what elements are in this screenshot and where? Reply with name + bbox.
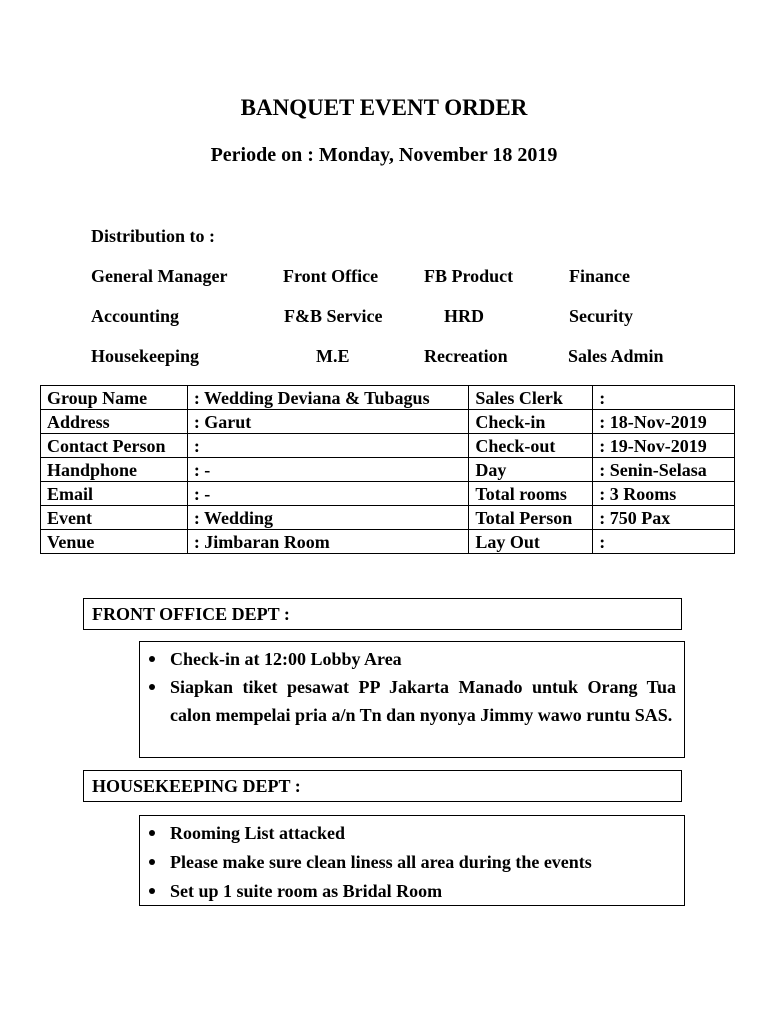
distribution-item: HRD [444,306,484,326]
distribution-item: Front Office [283,266,379,286]
table-row [41,506,735,530]
list-item: Check-in at 12:00 Lobby Area [170,645,676,673]
distribution-row [0,305,768,327]
table-row [41,386,735,410]
distribution-item: Finance [569,266,630,286]
table-row [41,458,735,482]
distribution-item: Sales Admin [568,346,664,366]
housekeeping-instructions [139,815,685,906]
distribution-row [0,345,768,367]
distribution-item: FB Product [424,266,514,286]
field-value: : [187,434,469,458]
field-label: Address [41,410,188,434]
field-value: : - [187,482,469,506]
field-value: : 750 Pax [593,506,735,530]
distribution-item: Security [569,306,633,326]
field-label: Check-out [469,434,593,458]
field-label: Email [41,482,188,506]
field-label: Day [469,458,593,482]
field-label: Lay Out [469,530,593,554]
field-value: : [593,530,735,554]
distribution-item: Recreation [424,346,508,366]
distribution-item: General Manager [91,266,228,286]
field-label: Venue [41,530,188,554]
field-label: Group Name [41,386,188,410]
event-info-table [40,385,735,554]
field-value: : Wedding Deviana & Tubagus [187,386,469,410]
housekeeping-heading: HOUSEKEEPING DEPT : [83,770,682,802]
field-value: : [593,386,735,410]
field-label: Check-in [469,410,593,434]
field-label: Sales Clerk [469,386,593,410]
field-label: Handphone [41,458,188,482]
field-value: : Wedding [187,506,469,530]
distribution-item: Housekeeping [91,346,200,366]
list-item: Rooming List attacked [170,819,676,848]
front-office-heading: FRONT OFFICE DEPT : [83,598,682,630]
field-value: : Jimbaran Room [187,530,469,554]
field-value: : Senin-Selasa [593,458,735,482]
distribution-item: M.E [316,346,350,366]
document-title: BANQUET EVENT ORDER [240,95,528,120]
list-item: Set up 1 suite room as Bridal Room [170,877,676,906]
field-value: : 19-Nov-2019 [593,434,735,458]
front-office-instructions [139,641,685,758]
field-label: Total Person [469,506,593,530]
field-value: : Garut [187,410,469,434]
field-label: Total rooms [469,482,593,506]
list-item: Siapkan tiket pesawat PP Jakarta Manado untuk Orang Tua calon mempelai pria a/n Tn dan nyonya Jimmy wawo runtu SAS. [170,673,676,729]
field-label: Contact Person [41,434,188,458]
table-row [41,482,735,506]
field-value: : 18-Nov-2019 [593,410,735,434]
distribution-item: Accounting [91,306,180,326]
period-subtitle: Periode on : Monday, November 18 2019 [210,144,558,166]
distribution-item: F&B Service [284,306,383,326]
table-row [41,434,735,458]
table-row [41,530,735,554]
field-value: : 3 Rooms [593,482,735,506]
table-row [41,410,735,434]
field-value: : - [187,458,469,482]
field-label: Event [41,506,188,530]
distribution-row [0,265,768,287]
distribution-label: Distribution to : [91,226,216,246]
list-item: Please make sure clean liness all area during the events [170,848,676,877]
